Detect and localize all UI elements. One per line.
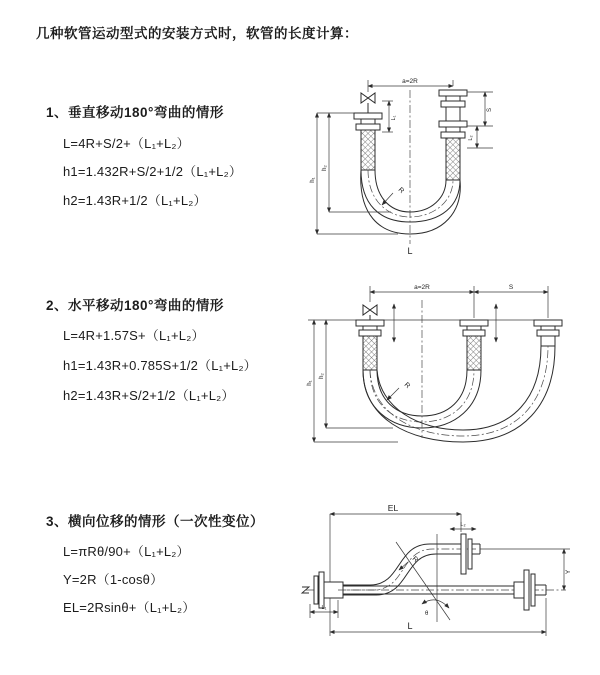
svg-text:Y: Y: [565, 569, 572, 575]
svg-text:L₂: L₂: [468, 135, 474, 141]
hose-u-curves: [363, 346, 555, 442]
dimension-l: [330, 598, 546, 636]
svg-text:S: S: [508, 284, 514, 291]
section-2-formula-h2: h2=1.43R+S/2+1/2（L₁+L₂）: [63, 388, 235, 403]
dimension-h1: [307, 320, 398, 442]
svg-text:a=2R: a=2R: [402, 78, 418, 85]
svg-text:L: L: [407, 621, 413, 631]
svg-text:R: R: [410, 555, 420, 564]
braided-hose-section: [361, 130, 375, 170]
dimension-s: [467, 92, 493, 126]
dimension-span: [370, 284, 548, 318]
svg-text:θ: θ: [425, 611, 429, 617]
section-2-formula-h1: h1=1.43R+0.785S+1/2（L₁+L₂）: [63, 358, 257, 373]
section-3-formula-EL: EL=2Rsinθ+（L₁+L₂）: [63, 600, 196, 615]
braided-hose-section: [446, 138, 460, 180]
section-1-formula-L: L=4R+S/2+（L₁+L₂）: [63, 136, 190, 151]
right-flange: [514, 570, 546, 610]
dimension-l2: [450, 522, 476, 529]
diagram-lateral-displacement: [298, 502, 598, 652]
section-2-formula-L: L=4R+1.57S+（L₁+L₂）: [63, 328, 205, 343]
diagram-horizontal-180-bend: [298, 278, 598, 460]
valve-icon: [361, 93, 375, 113]
section-1-formula-h1: h1=1.432R+S/2+1/2（L₁+L₂）: [63, 164, 243, 179]
hose-u-curves: [361, 170, 461, 234]
svg-text:EL: EL: [387, 503, 399, 513]
top-right-flange: [461, 534, 480, 574]
right-pipe-flange: [439, 90, 467, 180]
section-1-formula-h2: h2=1.43R+1/2（L₁+L₂）: [63, 193, 207, 208]
svg-text:h₁: h₁: [307, 380, 313, 386]
svg-text:h₂: h₂: [319, 373, 325, 379]
left-pipe-flange: [354, 113, 382, 170]
section-3-heading: 3、横向位移的情形（一次性变位）: [46, 514, 265, 529]
section-3-formula-L: L=πRθ/90+（L₁+L₂）: [63, 544, 190, 559]
fixed-pipe-flange: [356, 320, 384, 370]
moving-pipe-flange-position-1: [460, 320, 488, 370]
svg-text:L₁: L₁: [391, 115, 397, 121]
dimension-h2: [319, 320, 393, 428]
section-1-heading: 1、垂直移动180°弯曲的情形: [46, 105, 224, 120]
hose-s-curve: [338, 544, 476, 595]
svg-text:h₂: h₂: [322, 165, 328, 171]
dimension-h1: [310, 113, 398, 234]
dimension-l1: [382, 101, 397, 132]
page-title: 几种软管运动型式的安装方式时，软管的长度计算：: [36, 26, 358, 41]
svg-text:S: S: [487, 107, 493, 113]
svg-text:R: R: [396, 186, 406, 195]
dimension-l2: [467, 126, 493, 148]
section-3-formula-Y: Y=2R（1-cosθ）: [63, 572, 164, 587]
svg-text:a=2R: a=2R: [414, 284, 430, 291]
diagram-vertical-180-bend: [303, 68, 543, 263]
svg-text:L₁: L₁: [321, 605, 327, 611]
length-label: L: [407, 246, 413, 256]
svg-text:h₁: h₁: [310, 177, 316, 183]
valve-icon: [363, 305, 377, 320]
moving-pipe-flange-position-2: [534, 320, 562, 346]
svg-text:R: R: [402, 381, 412, 390]
svg-text:L₂: L₂: [460, 522, 466, 528]
section-2-heading: 2、水平移动180°弯曲的情形: [46, 298, 224, 313]
radius-label: [387, 381, 411, 400]
